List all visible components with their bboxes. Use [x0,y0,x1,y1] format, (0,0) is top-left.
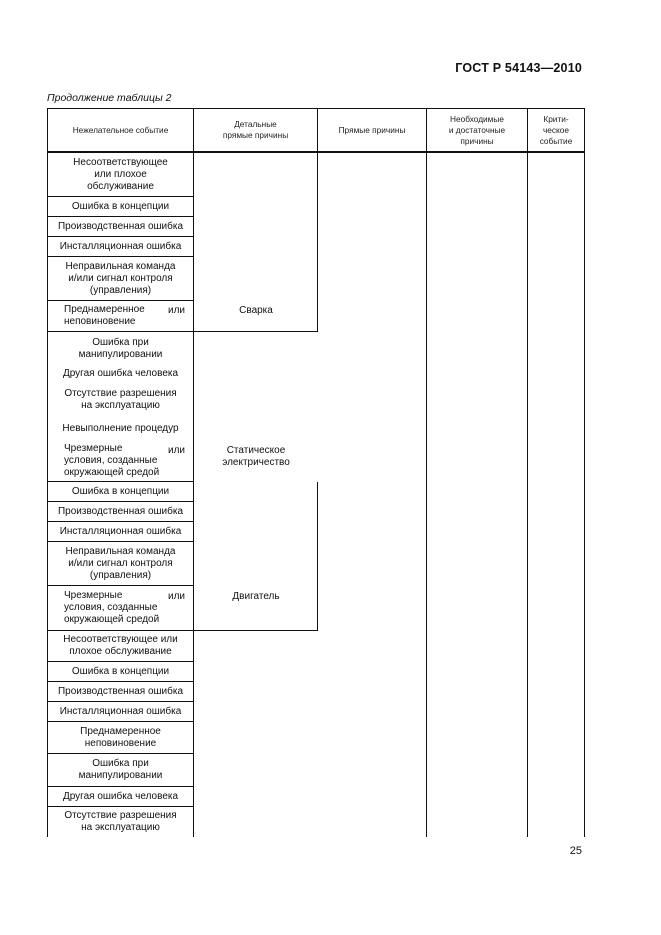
table-body-row [48,152,585,837]
event-cell: Производственная ошибка [48,682,193,702]
document-standard-number: ГОСТ Р 54143—2010 [455,61,582,75]
event-cell: Неправильная команда и/или сигнал контроля (управления) [48,542,193,586]
event-cell: Ошибка в концепции [48,482,193,502]
event-cell: Чрезмерные условия, созданные окружающей средой [48,440,193,482]
or-connector: или [168,445,186,456]
event-cell: Другая ошибка человека [48,787,193,807]
critical-event-column [528,152,585,837]
event-cell: Отсутствие разрешения на эксплуатацию [64,388,177,411]
header-detailed-causes: Детальные прямые причины [194,109,318,153]
page-number: 25 [569,845,582,857]
group-divider [194,630,318,631]
event-cell: Ошибка в концепции [48,197,193,217]
event-cell: Отсутствие разрешения на эксплуатацию [64,810,177,833]
header-necessary-causes: Необходимые и достаточные причины [427,109,528,153]
or-connector: или [168,305,186,316]
or-connector: или [168,591,186,602]
table-caption: Продолжение таблицы 2 [47,92,172,104]
header-direct-causes: Прямые причины [318,109,427,153]
event-cell: Другая ошибка человека [62,368,179,379]
event-cell: Невыполнение процедур [62,423,179,434]
event-cell: Преднамеренное неповиновение [48,722,193,754]
group-divider [194,331,318,332]
event-cell: Ошибка в концепции [48,662,193,682]
event-cell: Чрезмерные условия, созданные окружающей средой [48,586,193,631]
event-cell: Производственная ошибка [48,502,193,522]
event-cell: Инсталляционная ошибка [48,702,193,722]
event-cell: Ошибка при манипулировании [48,754,193,787]
event-cell: Преднамеренное неповиновение [48,301,193,332]
detailed-cause-engine: Двигатель [232,591,280,602]
event-cell: Несоответствующее или плохое обслуживание [48,631,193,662]
detailed-causes-column [194,152,318,837]
event-cell: Ошибка при манипулировании [78,337,163,360]
event-cell: Производственная ошибка [48,217,193,237]
event-cell: Несоответствующее или плохое обслуживание [48,153,193,197]
undesired-event-column [48,152,194,837]
header-critical-event: Крити- ческое событие [528,109,585,153]
necessary-causes-column [427,152,528,837]
group-border [317,482,318,631]
detailed-cause-static-electricity: Статическое электричество [222,445,290,468]
event-cell: Инсталляционная ошибка [48,237,193,257]
detailed-cause-welding: Сварка [239,305,273,316]
causes-table [47,108,585,837]
event-cell: Неправильная команда и/или сигнал контроля (управления) [48,257,193,301]
event-cell: Инсталляционная ошибка [48,522,193,542]
direct-causes-column [318,152,427,837]
table-header-row [48,109,585,153]
header-undesired-event: Нежелательное событие [48,109,194,153]
